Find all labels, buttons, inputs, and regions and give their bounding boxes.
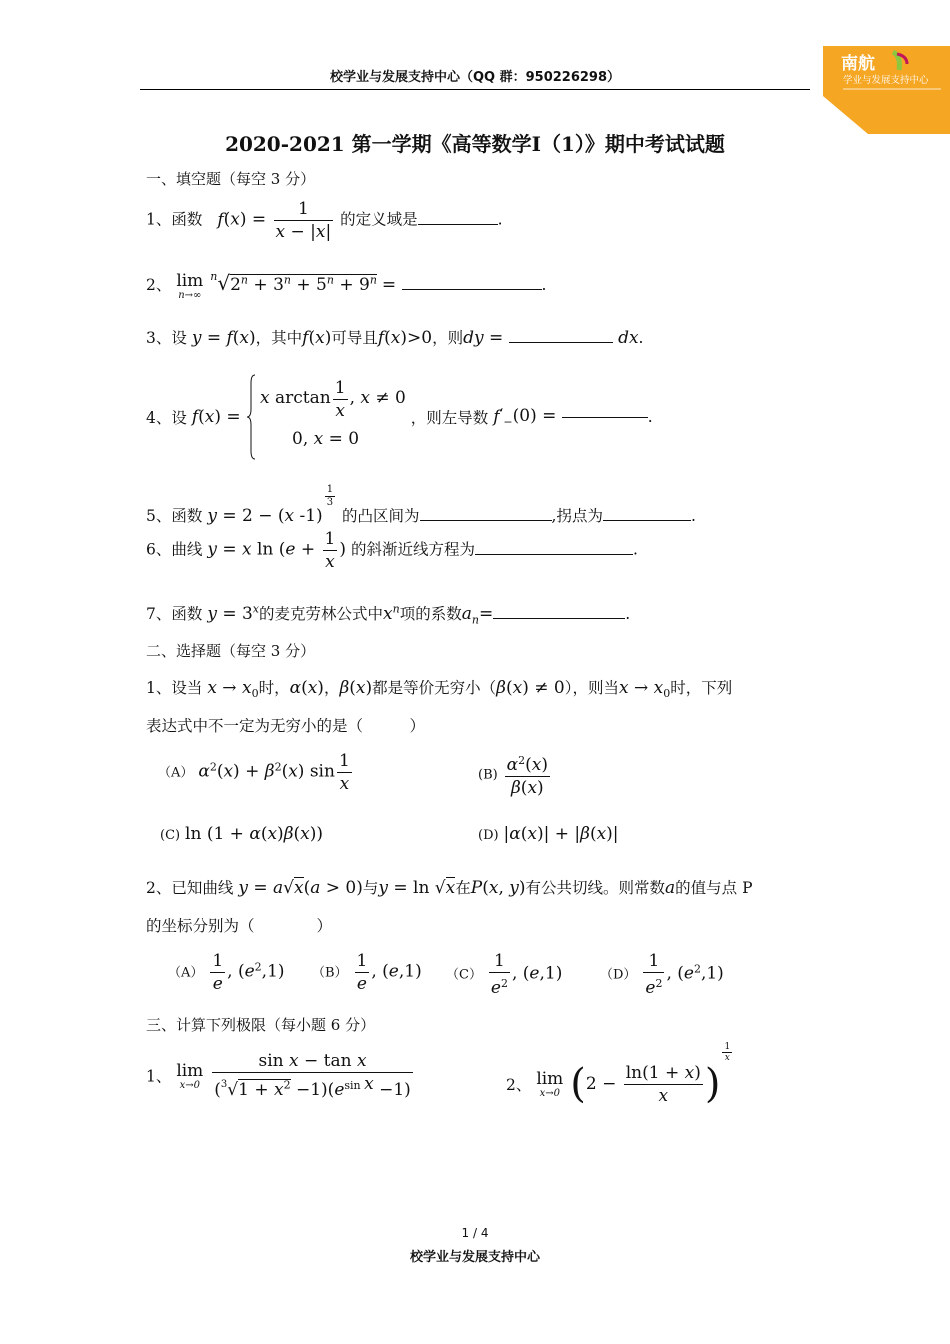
limit-problem-1: 1、 lim x→0 $\frac{\text{sin x − tan x}}{(^3√1 + x^2 -1)(e^{sin x} -1)}$ (146, 1051, 411, 1101)
q5-blank-interval (420, 520, 552, 521)
q7-blank (493, 618, 625, 619)
q2-blank (402, 289, 542, 290)
question-1: 1、函数 f(x) = $\frac{1}{x - |x|}$ 的定义域是 . (146, 199, 503, 242)
choice-2-option-d[interactable]: （D） $\frac{1}{e^2}$ , $(e^2,1)$ (600, 951, 724, 999)
logo (823, 46, 950, 134)
page-header: 校学业与发展支持中心（QQ 群：950226298） (329, 70, 621, 85)
question-2: 2、 lim n→∞ $^n√2^n + 3^n + 5^n + 9^n$ = . (146, 270, 547, 301)
logo-main-text: 南航 (841, 54, 875, 74)
q1-prefix: 1、函数 (146, 210, 203, 229)
logo-sub-text: 学业与发展支持中心 (843, 75, 929, 86)
question-4: 4、设 f(x) = x arctan $\frac{1}{x}$ , x ≠ 0 0, x = 0 ，则左导数 $f'_-(0)$ = . (146, 374, 653, 460)
exam-title: 2020-2021 第一学期《高等数学Ⅰ（1）》期中考试试题 (225, 132, 725, 156)
page-number: 1 / 4 (461, 1226, 489, 1240)
q6-blank (475, 554, 633, 555)
limit-problem-2: 2、 lim x→0 (2 − $\frac{\ln(1 + x)}{x}$ ) $\frac{1}{x}$ (506, 1042, 731, 1107)
question-5: 5、函数 y = 2 − (x -1) $\frac{1}{3}$ 的凸区间为 ,拐点为 . (146, 484, 696, 526)
q1-fraction: $\frac{1}{x - |x|}$ (275, 199, 332, 242)
q5-blank-inflection (603, 520, 691, 521)
choice-2-option-b[interactable]: （B） $\frac{1}{e}$ , (e,1) (312, 951, 422, 994)
choice-1-line-2: 表达式中不一定为无穷小的是（ ） (146, 717, 426, 735)
choice-2-option-c[interactable]: （C） $\frac{1}{e^2}$ , (e,1) (446, 951, 563, 999)
choice-2-option-a[interactable]: （A） $\frac{1}{e}$ , $(e^2,1)$ (168, 951, 285, 994)
choice-1-option-d[interactable]: (D) |α(x)| + |β(x)| (478, 824, 619, 844)
q4-piecewise: x arctan $\frac{1}{x}$ , x ≠ 0 0, x = 0 (246, 374, 406, 460)
q3-blank (509, 342, 613, 343)
header-divider (140, 89, 810, 90)
logo-graphic (823, 46, 950, 134)
question-7: 7、函数 $y = 3^x$的麦克劳林公式中$x^n$项的系数$a_n=$ . (146, 602, 631, 627)
choice-1-option-b[interactable]: (B) $\frac{\alpha^2(x)}{\beta(x)}$ (478, 750, 552, 799)
choice-1-line-1: 1、设当 $x \to x_0$时，α(x)，β(x)都是等价无穷小（β(x) ≠ 0），则当$x \to x_0$时，下列 (146, 678, 733, 701)
choice-2-line-2: 的坐标分别为（ ） (146, 917, 333, 935)
q1-suffix: 的定义域是 (340, 210, 418, 229)
question-3: 3、设 y = f(x)，其中f(x)可导且f(x)>0，则dy = dx. (146, 328, 644, 348)
choice-1-option-c[interactable]: (C) ln (1 + α(x)β(x)) (160, 824, 324, 844)
section-fill-in: 一、填空题（每空 3 分） (146, 170, 316, 188)
choice-2-line-1: 2、已知曲线 y = a√x(a > 0)与y = ln √x在P(x, y)有公共切线。则常数a的值与点 P (146, 878, 753, 898)
q1-blank (418, 224, 498, 225)
q2-prefix: 2、 (146, 276, 172, 294)
q4-blank (562, 417, 648, 418)
section-limits: 三、计算下列极限（每小题 6 分） (146, 1016, 376, 1034)
section-multiple-choice: 二、选择题（每空 3 分） (146, 642, 316, 660)
footer-organization: 校学业与发展支持中心 (409, 1250, 540, 1265)
question-6: 6、曲线 y = x ln (e + $\frac{1}{x}$ ) 的斜渐近线方程为 . (146, 529, 638, 572)
choice-1-option-a[interactable]: （A） $\alpha^2(x) + \beta^2(x)$ sin $\frac{1}{x}$ (158, 751, 350, 794)
